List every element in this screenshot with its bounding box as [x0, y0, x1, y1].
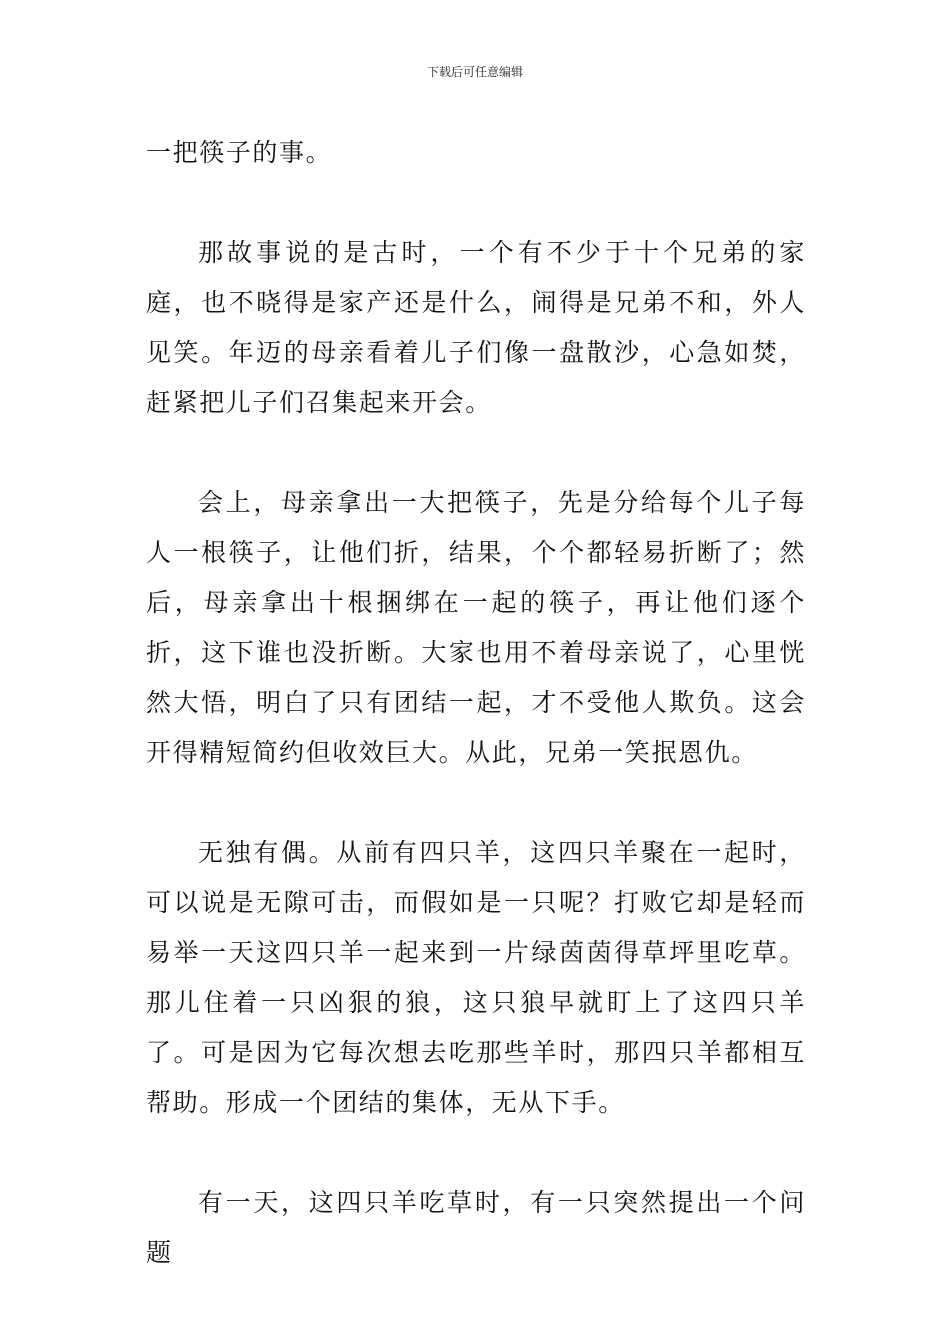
paragraph-gap [146, 428, 806, 478]
paragraph-4: 无独有偶。从前有四只羊，这四只羊聚在一起时，可以说是无隙可击，而假如是一只呢？打败它却是轻而易举一天这四只羊一起来到一片绿茵茵得草坪里吃草。那儿住着一只凶狠的狼，这只狼早就盯上了这四只羊了。可是因为它每次想去吃那些羊时，那四只羊都相互帮助。形成一个团结的集体，无从下手。 [146, 838, 806, 1117]
paragraph-3: 会上，母亲拿出一大把筷子，先是分给每个儿子每人一根筷子，让他们折，结果，个个都轻易折断了；然后，母亲拿出十根捆绑在一起的筷子，再让他们逐个折，这下谁也没折断。大家也用不着母亲说了，心里恍然大悟，明白了只有团结一起，才不受他人欺负。这会开得精短简约但收效巨大。从此，兄弟一笑抿恩仇。 [146, 488, 806, 767]
paragraph-1: 一把筷子的事。 [146, 138, 333, 167]
paragraph-gap [146, 1128, 806, 1178]
paragraph-gap [146, 778, 806, 828]
paragraph-2: 那故事说的是古时，一个有不少于十个兄弟的家庭，也不晓得是家产还是什么，闹得是兄弟不和，外人见笑。年迈的母亲看着儿子们像一盘散沙，心急如焚，赶紧把儿子们召集起来开会。 [146, 238, 806, 417]
paragraph-5: 有一天，这四只羊吃草时，有一只突然提出一个问题 [146, 1188, 806, 1267]
page-header: 下载后可任意编辑 [426, 65, 523, 79]
paragraph-gap [146, 178, 806, 228]
document-body [146, 128, 806, 1278]
